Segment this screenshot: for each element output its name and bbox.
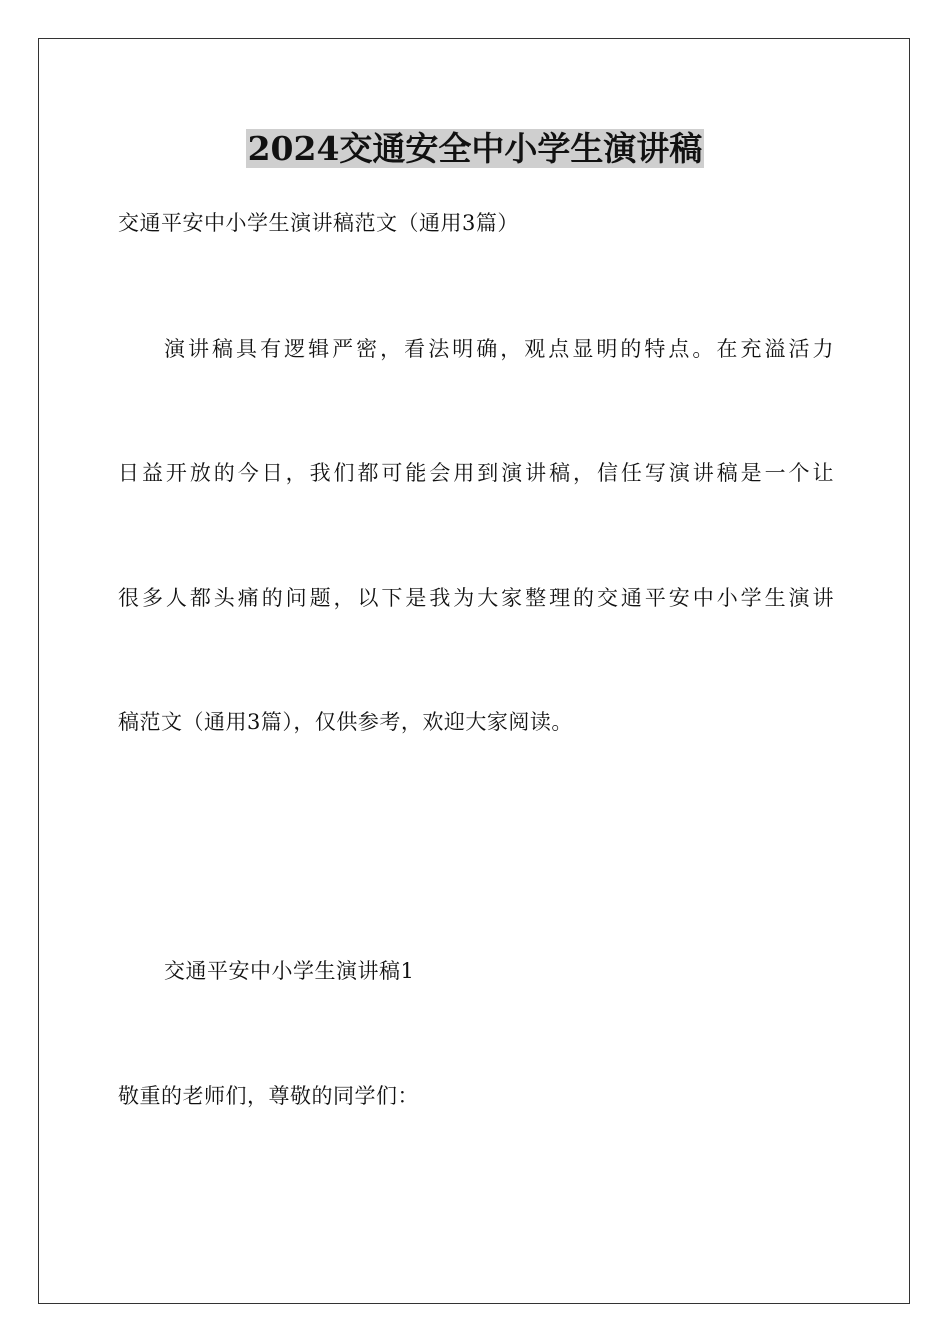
document-title [0, 126, 950, 172]
section-heading: 交通平安中小学生演讲稿1 [164, 959, 415, 983]
intro-line-3: 很多人都头痛的问题，以下是我为大家整理的交通平安中小学生演讲 [118, 586, 834, 610]
intro-line-4: 稿范文（通用3篇），仅供参考，欢迎大家阅读。 [118, 710, 573, 734]
intro-line-1: 演讲稿具有逻辑严密，看法明确，观点显明的特点。在充溢活力 [164, 337, 834, 361]
salutation: 敬重的老师们，尊敬的同学们： [118, 1084, 419, 1108]
intro-line-2: 日益开放的今日，我们都可能会用到演讲稿，信任写演讲稿是一个让 [118, 461, 834, 485]
document-title-text: 2024交通安全中小学生演讲稿 [247, 129, 703, 168]
document-subtitle: 交通平安中小学生演讲稿范文（通用3篇） [118, 211, 519, 235]
